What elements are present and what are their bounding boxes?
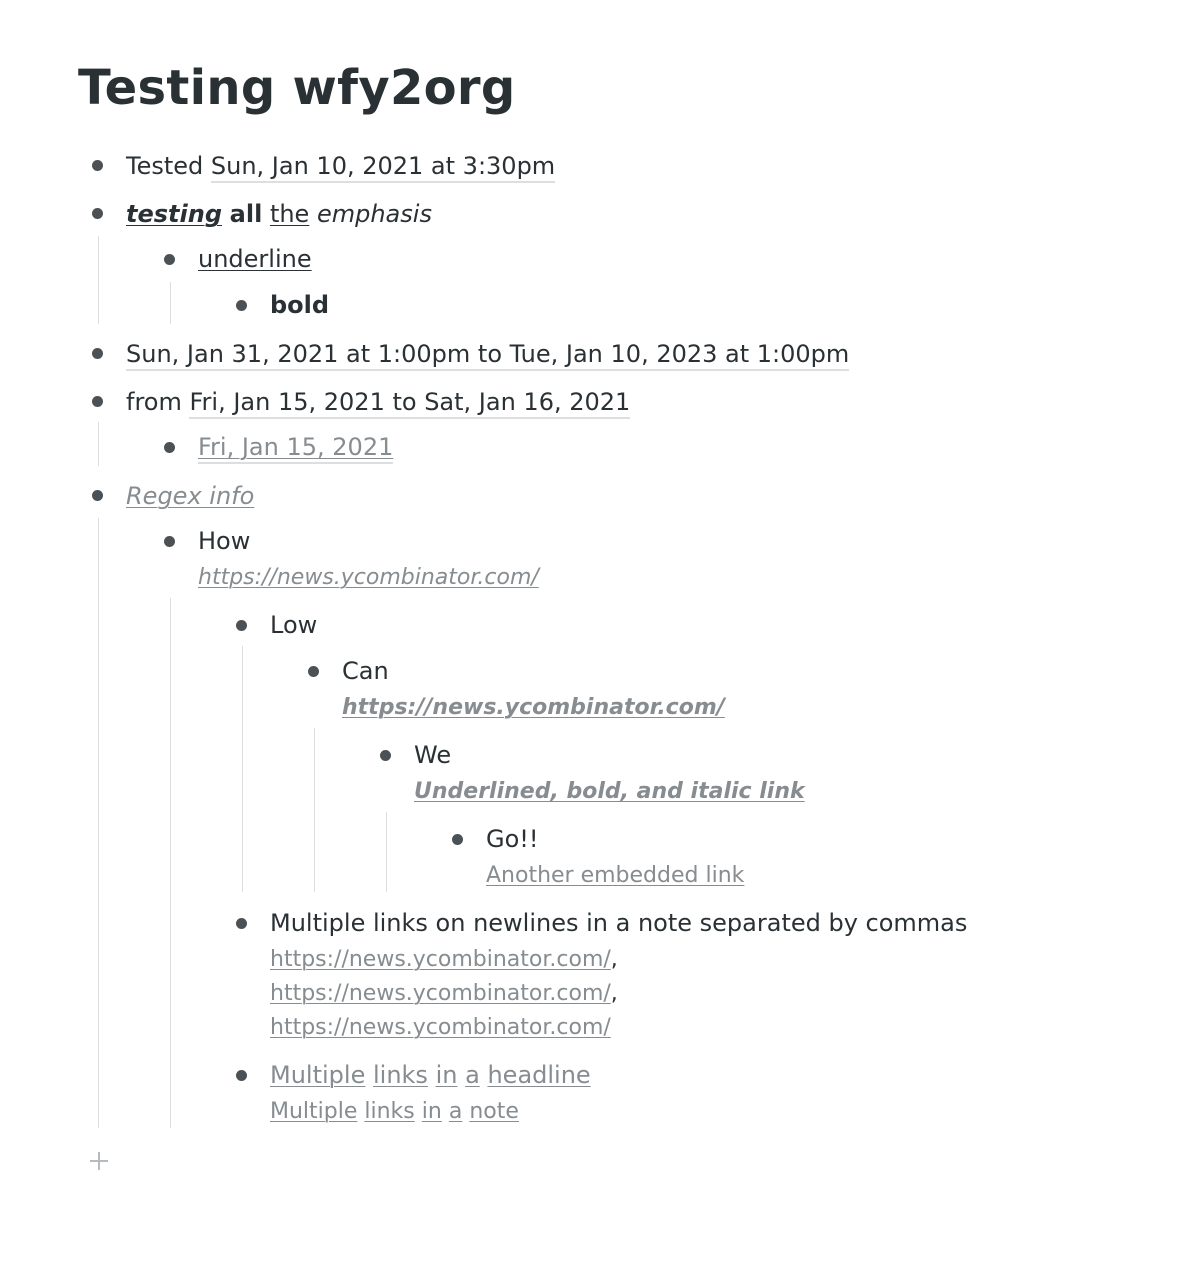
item-note[interactable] [270, 978, 618, 1010]
list-item-multiple-links-headline[interactable] [270, 1059, 591, 1091]
headline-link[interactable]: a [465, 1061, 480, 1089]
item-text: We [414, 741, 452, 769]
list-item-bold[interactable] [270, 289, 329, 321]
item-text: Go!! [486, 825, 539, 853]
plus-icon[interactable] [88, 1150, 110, 1172]
list-item-go[interactable] [486, 823, 539, 855]
bold-text: all [229, 200, 263, 228]
headline-link[interactable]: Multiple [270, 1061, 366, 1089]
date-tag[interactable]: Sun, Jan 10, 2021 at 3:30pm [211, 152, 555, 183]
note-link[interactable]: a [448, 1099, 463, 1124]
list-item-from[interactable] [126, 386, 630, 418]
note-link[interactable]: Multiple [270, 1099, 358, 1124]
bullet[interactable] [452, 834, 463, 845]
headline-link[interactable]: headline [487, 1061, 591, 1089]
indent-guide [98, 236, 99, 324]
comma: , [610, 947, 618, 972]
bullet[interactable] [92, 208, 103, 219]
note-link[interactable]: note [469, 1099, 519, 1124]
item-text: Low [270, 611, 318, 639]
underline-text: underline [198, 245, 312, 273]
item-note[interactable] [270, 944, 618, 976]
headline-link[interactable]: links [372, 1061, 428, 1089]
bullet[interactable] [164, 442, 175, 453]
bullet[interactable] [92, 160, 103, 171]
list-item-emphasis[interactable] [126, 198, 432, 230]
note-link[interactable]: Another embedded link [486, 863, 745, 888]
indent-guide [170, 282, 171, 324]
note-link[interactable]: in [421, 1099, 442, 1124]
underline-text: the [269, 200, 310, 228]
list-item-date-range[interactable] [126, 338, 849, 370]
indent-guide [242, 646, 243, 892]
note-link[interactable]: https://news.ycombinator.com/ [342, 695, 725, 720]
indent-guide [386, 812, 387, 892]
indent-guide [170, 598, 171, 1128]
list-item-how[interactable] [198, 525, 250, 557]
bullet[interactable] [236, 918, 247, 929]
list-item-we[interactable] [414, 739, 451, 771]
bullet[interactable] [308, 666, 319, 677]
item-note[interactable] [342, 692, 725, 724]
date-tag[interactable]: Fri, Jan 15, 2021 [198, 433, 393, 464]
item-text: Tested [126, 152, 211, 180]
list-item-underline[interactable] [198, 243, 312, 275]
bullet[interactable] [380, 750, 391, 761]
item-note[interactable] [270, 1012, 611, 1044]
list-item-completed-date[interactable] [198, 431, 393, 463]
indent-guide [314, 728, 315, 892]
item-text: How [198, 527, 251, 555]
bullet[interactable] [164, 254, 175, 265]
list-item-multiple-links-newlines[interactable] [270, 907, 967, 939]
note-link[interactable]: https://news.ycombinator.com/ [198, 565, 539, 590]
bullet[interactable] [164, 536, 175, 547]
item-text: Can [342, 657, 389, 685]
note-link[interactable]: links [364, 1099, 415, 1124]
list-item-low[interactable] [270, 609, 317, 641]
bullet[interactable] [236, 300, 247, 311]
bullet[interactable] [236, 1070, 247, 1081]
item-text: Multiple links on newlines in a note separated by commas [270, 909, 968, 937]
italic-text: emphasis [316, 200, 432, 228]
indent-guide [98, 518, 99, 1128]
item-note[interactable] [270, 1096, 519, 1128]
item-text: from [126, 388, 190, 416]
note-link[interactable]: https://news.ycombinator.com/ [270, 981, 611, 1006]
item-note[interactable] [486, 860, 744, 892]
note-link[interactable]: https://news.ycombinator.com/ [270, 1015, 611, 1040]
list-item-tested[interactable] [126, 150, 555, 182]
list-item-regex-info[interactable] [126, 480, 254, 512]
item-note[interactable] [414, 776, 805, 808]
comma: , [610, 981, 618, 1006]
bullet[interactable] [236, 620, 247, 631]
date-tag[interactable]: Fri, Jan 15, 2021 to Sat, Jan 16, 2021 [189, 388, 630, 419]
item-note[interactable] [198, 562, 539, 594]
bullet[interactable] [92, 396, 103, 407]
bullet[interactable] [92, 348, 103, 359]
date-tag[interactable]: Sun, Jan 31, 2021 at 1:00pm to Tue, Jan 10, 2023 at 1:00pm [126, 340, 849, 371]
list-item-can[interactable] [342, 655, 389, 687]
indent-guide [98, 422, 99, 466]
bullet[interactable] [92, 490, 103, 501]
headline-link[interactable]: in [435, 1061, 458, 1089]
italic-link[interactable]: Regex info [126, 482, 255, 510]
note-link[interactable]: Underlined, bold, and italic link [414, 779, 805, 804]
page-title[interactable]: Testing wfy2org [78, 60, 516, 116]
note-link[interactable]: https://news.ycombinator.com/ [270, 947, 611, 972]
bold-italic-underline-text: testing [126, 200, 222, 228]
bold-text: bold [270, 291, 330, 319]
